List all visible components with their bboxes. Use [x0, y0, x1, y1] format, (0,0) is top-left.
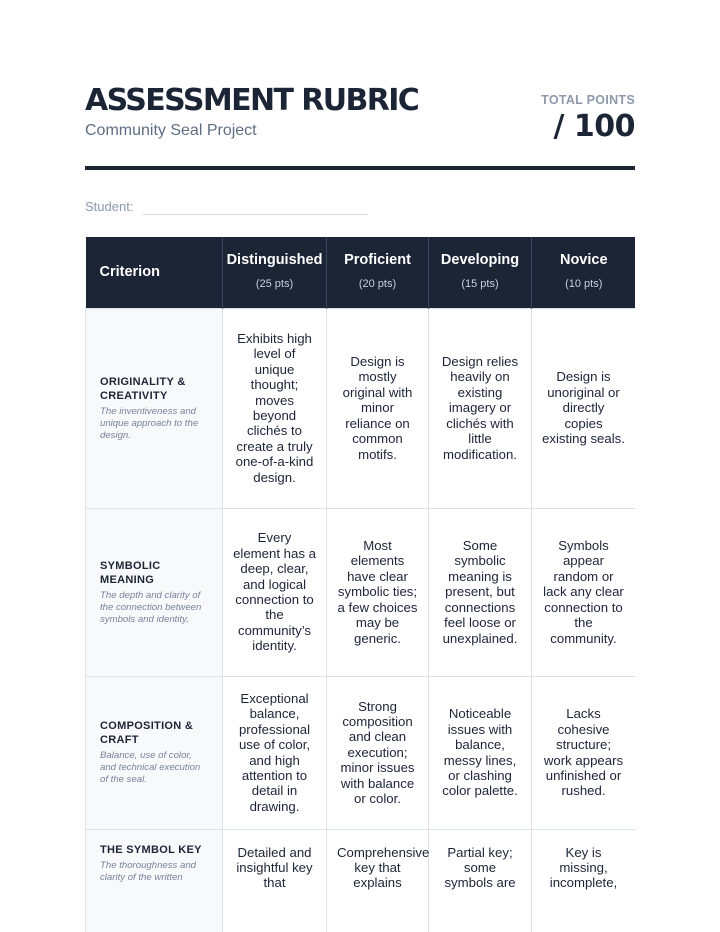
rubric-header-row [86, 237, 636, 308]
rubric-cell: Detailed and insightful key that [223, 829, 327, 932]
criterion-cell [86, 829, 223, 932]
level-points: (25 pts) [255, 278, 294, 291]
rubric-cell: Some symbolic meaning is present, but connections feel loose or unexplained. [429, 508, 532, 676]
level-name: Developing [440, 252, 520, 269]
rubric-cell: Exhibits high level of unique thought; moves beyond clichés to create a truly one-of-a-kind design. [223, 308, 327, 508]
table-row [86, 508, 636, 676]
page-subtitle: Community Seal Project [85, 122, 257, 139]
rubric-cell: Design relies heavily on existing imagery or clichés with little modification. [429, 308, 532, 508]
level-name: Distinguished [226, 252, 323, 269]
table-row [86, 676, 636, 829]
student-label: Student: [85, 199, 134, 214]
total-points-value: / 100 [553, 109, 635, 144]
header-divider [85, 166, 635, 170]
rubric-cell: Comprehensive key that explains [327, 829, 429, 932]
level-points: (20 pts) [358, 278, 397, 291]
level-header-proficient [327, 237, 429, 308]
criterion-name: ORIGINALITY & CREATIVITY [100, 375, 186, 402]
level-header-developing [429, 237, 532, 308]
rubric-cell: Every element has a deep, clear, and logical connection to the community’s identity. [223, 508, 327, 676]
rubric-cell: Exceptional balance, professional use of color, and high attention to detail in drawing. [223, 676, 327, 829]
rubric-cell: Design is mostly original with minor reliance on common motifs. [327, 308, 429, 508]
criterion-description: The thoroughness and clarity of the written [100, 859, 197, 883]
level-header-novice [532, 237, 636, 308]
level-name: Novice [559, 252, 608, 269]
criterion-description: Balance, use of color, and technical execution of the seal. [100, 750, 201, 785]
level-name: Proficient [344, 252, 411, 269]
rubric-cell: Design is unoriginal or directly copies existing seals. [532, 308, 636, 508]
rubric-cell: Most elements have clear symbolic ties; a few choices may be generic. [327, 508, 429, 676]
rubric-cell: Strong composition and clean execution; minor issues with balance or color. [327, 676, 429, 829]
criterion-header: Criterion [86, 237, 223, 308]
table-row [86, 308, 636, 508]
criterion-description: The depth and clarity of the connection between symbols and identity. [100, 589, 202, 625]
document-header [85, 85, 635, 150]
level-header-distinguished [223, 237, 327, 308]
criterion-name: COMPOSITION & CRAFT [100, 720, 194, 746]
criterion-name: SYMBOLIC MEANING [100, 559, 161, 586]
rubric-cell: Partial key; some symbols are [429, 829, 532, 932]
level-points: (10 pts) [565, 278, 603, 291]
criterion-cell [86, 308, 223, 508]
criterion-name: THE SYMBOL KEY [100, 843, 202, 856]
level-points: (15 pts) [461, 278, 499, 291]
page-title: ASSESSMENT RUBRIC [85, 83, 419, 118]
rubric-cell: Key is missing, incomplete, [532, 829, 636, 932]
rubric-cell: Symbols appear random or lack any clear connection to the community. [532, 508, 636, 676]
total-points-label: TOTAL POINTS [541, 93, 635, 107]
table-row [86, 829, 636, 932]
rubric-cell: Lacks cohesive structure; work appears unfinished or rushed. [532, 676, 636, 829]
rubric-cell: Noticeable issues with balance, messy lines, or clashing color palette. [429, 676, 532, 829]
criterion-cell [86, 508, 223, 676]
criterion-description: The inventiveness and unique approach to the design. [100, 405, 199, 441]
criterion-cell [86, 676, 223, 829]
rubric-table [85, 237, 635, 932]
student-name-line[interactable] [143, 214, 368, 215]
